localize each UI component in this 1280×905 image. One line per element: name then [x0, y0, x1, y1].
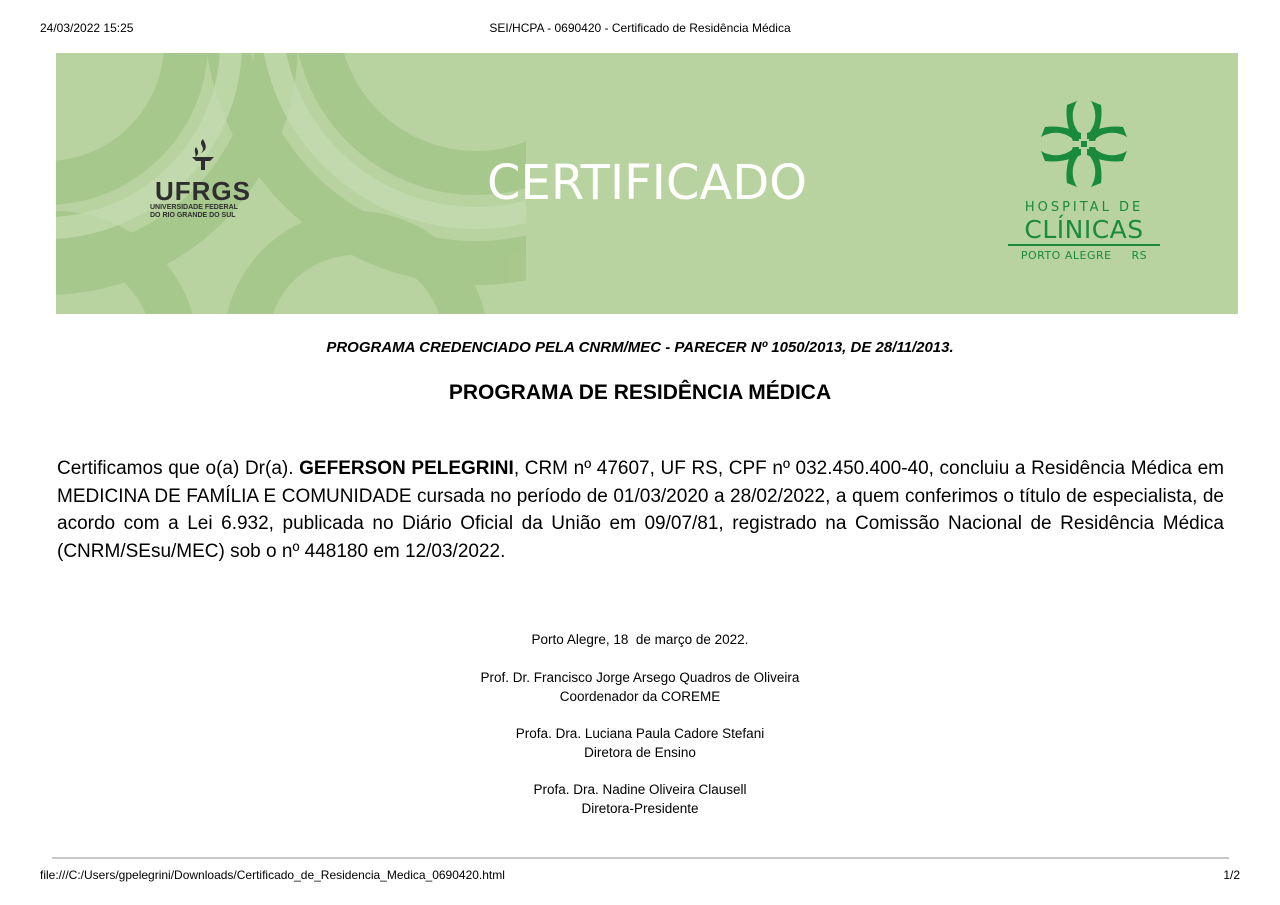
hospital-divider [1008, 244, 1160, 246]
certificate-details: , CRM nº 47607, UF RS, CPF nº 032.450.400-40, concluiu a Residência Médica em MEDICINA DE FAMÍLIA E COMUNIDADE cursada no período de 01/03/2020 a 28/02/2022, a quem conferimos o título de especialista, de acordo com a Lei 6.932, publicada no Diário Oficial da União em 09/07/81, registrado na Comissão Nacional de Residência Médica (CNRM/SEsu/MEC) sob o nº 448180 em 12/03/2022. [57, 458, 1224, 562]
signer-block [0, 668, 1280, 706]
footer-divider [52, 857, 1229, 859]
signer-block [0, 780, 1280, 818]
ufrgs-name: UFRGS [155, 176, 251, 206]
hospital-location: PORTO ALEGRE RS [1020, 249, 1148, 262]
certificate-banner [56, 53, 1238, 314]
signer-role: Diretora de Ensino [584, 745, 696, 760]
hospital-name-line1: HOSPITAL DE [1024, 200, 1144, 215]
signatures-section [0, 630, 1280, 836]
signer-role: Diretora-Presidente [581, 801, 699, 816]
hospital-name-line2: CLÍNICAS [1024, 215, 1144, 244]
print-footer [40, 868, 1240, 884]
print-datetime: 24/03/2022 15:25 [40, 21, 134, 35]
file-url: file:///C:/Users/gpelegrini/Downloads/Certificado_de_Residencia_Medica_0690420.html [40, 868, 505, 882]
signer-name: Prof. Dr. Francisco Jorge Arsego Quadros de Oliveira [480, 670, 800, 685]
ufrgs-subtitle-1: UNIVERSIDADE FEDERAL [150, 204, 238, 211]
resident-name: GEFERSON PELEGRINI [299, 458, 514, 479]
certificate-title: CERTIFICADO [486, 155, 808, 211]
print-header [40, 21, 1240, 37]
page-number: 1/2 [1223, 868, 1240, 882]
certificate-text [57, 455, 1224, 565]
print-page-title: SEI/HCPA - 0690420 - Certificado de Residência Médica [489, 21, 791, 35]
signer-block [0, 724, 1280, 762]
signer-name: Profa. Dra. Luciana Paula Cadore Stefani [515, 726, 765, 741]
ufrgs-subtitle-2: DO RIO GRANDE DO SUL [150, 212, 236, 219]
place-date: Porto Alegre, 18 de março de 2022. [531, 632, 749, 647]
hospital-logo [1004, 97, 1164, 264]
hospital-emblem-icon [1037, 97, 1131, 191]
signer-role: Coordenador da COREME [559, 689, 721, 704]
certificate-intro: Certificamos que o(a) Dr(a). [57, 458, 300, 479]
program-accreditation: PROGRAMA CREDENCIADO PELA CNRM/MEC - PARECER Nº 1050/2013, DE 28/11/2013. [326, 339, 954, 356]
program-title: PROGRAMA DE RESIDÊNCIA MÉDICA [448, 381, 832, 404]
signer-name: Profa. Dra. Nadine Oliveira Clausell [533, 782, 747, 797]
